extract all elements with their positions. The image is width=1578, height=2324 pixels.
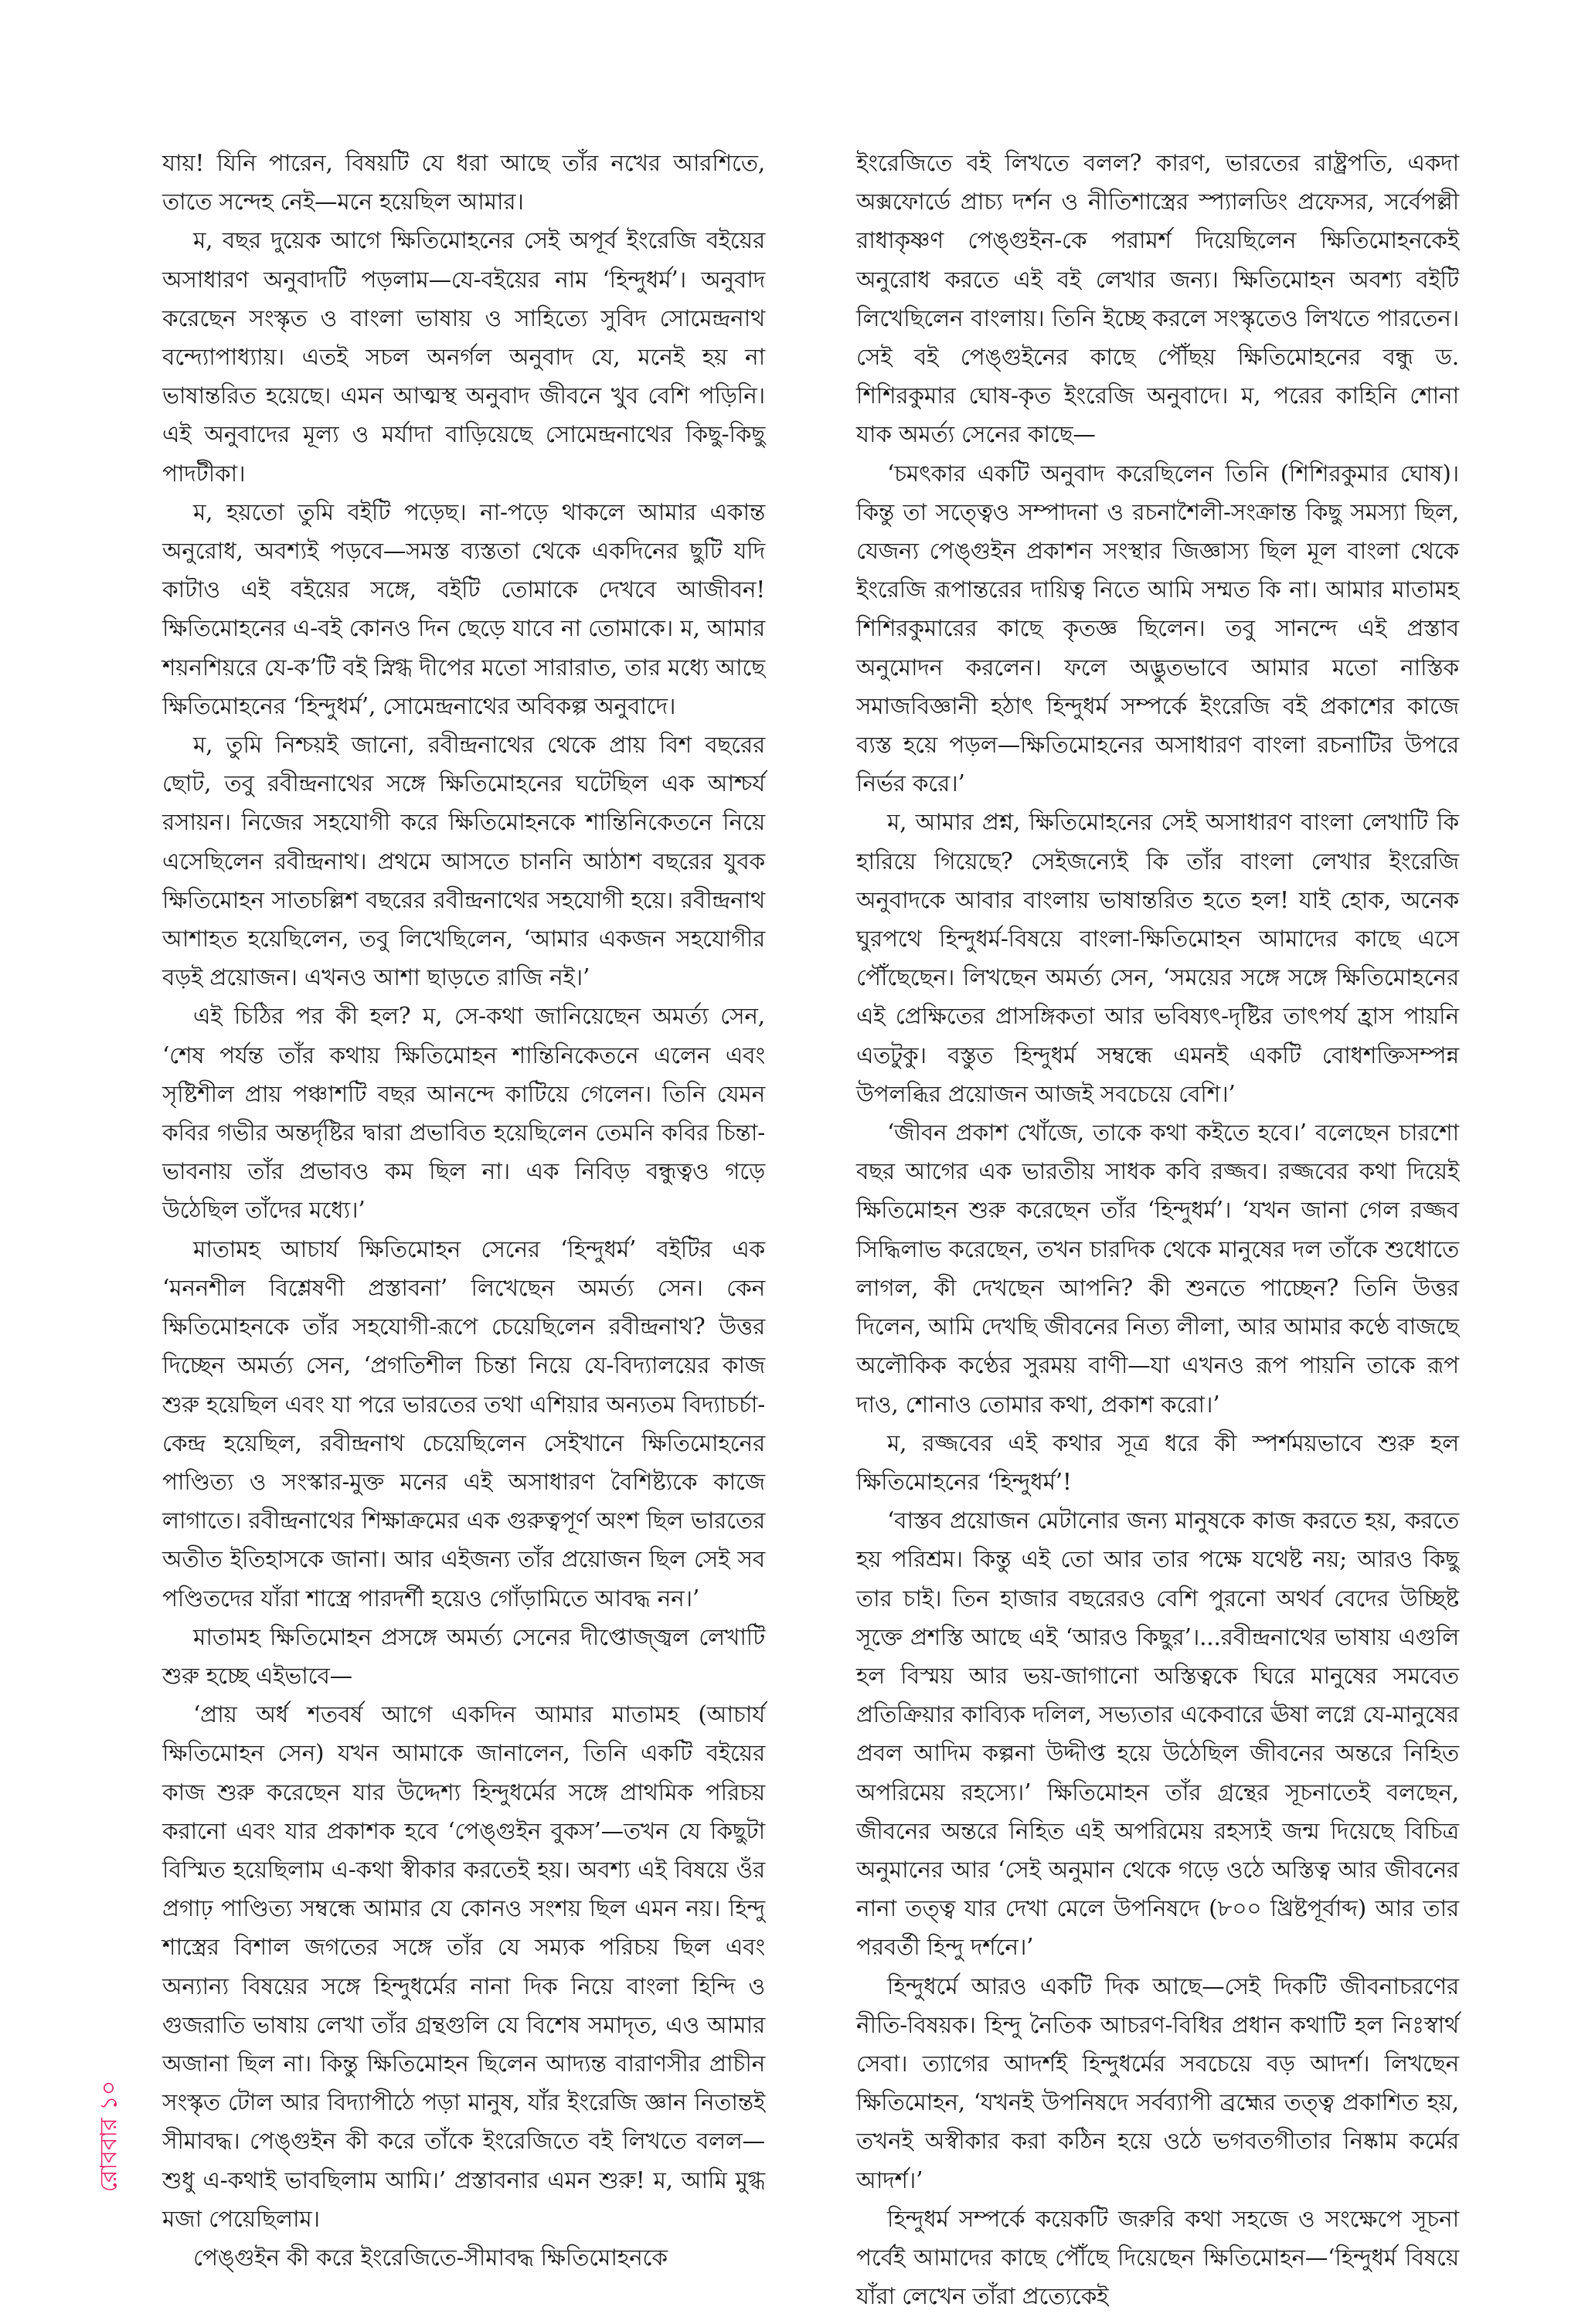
paragraph: পেঙ্গুইন কী করে ইংরেজিতে-সীমাবদ্ধ ক্ষিতিমোহনকে	[193, 2244, 668, 2271]
paragraph: মাতামহ ক্ষিতিমোহন প্রসঙ্গে অমর্ত্য সেনের দীপ্তোজ্জ্বল লেখাটি শুরু হচ্ছে এইভাবে—	[162, 1623, 765, 1689]
paragraph: ‘চমৎকার একটি অনুবাদ করেছিলেন তিনি (শিশিরকুমার ঘোষ)। কিন্তু তা সত্ত্বেও সম্পাদনা ও রচনাশৈলী-সংক্রান্ত কিছু সমস্যা ছিল, যেজন্য পেঙ্গুইন প্রকাশন সংস্থার জিজ্ঞাস্য ছিল মূল বাংলা থেকে ইংরেজি রূপান্তরের দায়িত্ব নিতে আমি সম্মত কি না। আমার মাতামহ শিশিরকুমারের কাছে কৃতজ্ঞ ছিলেন। তবু সানন্দে এই প্রস্তাব অনুমোদন করলেন। ফলে অদ্ভুতভাবে আমার মতো নাস্তিক সমাজবিজ্ঞানী হঠাৎ হিন্দুধর্ম সম্পর্কে ইংরেজি বই প্রকাশের কাজে ব্যস্ত হয়ে পড়ল—ক্ষিতিমোহনের অসাধারণ বাংলা রচনাটির উপরে নির্ভর করে।’	[856, 460, 1459, 797]
paragraph: ‘প্রায় অর্ধ শতবর্ষ আগে একদিন আমার মাতামহ (আচার্য ক্ষিতিমোহন সেন) যখন আমাকে জানালেন, তিনি একটি বইয়ের কাজ শুরু করেছেন যার উদ্দেশ্য হিন্দুধর্মের সঙ্গে প্রাথমিক পরিচয় করানো এবং যার প্রকাশক হবে ‘পেঙ্গুইন বুকস’—তখন যে কিছুটা বিস্মিত হয়েছিলাম এ-কথা স্বীকার করতেই হয়। অবশ্য এই বিষয়ে ওঁর প্রগাঢ় পাণ্ডিত্য সম্বন্ধে আমার যে কোনও সংশয় ছিল এমন নয়। হিন্দু শাস্ত্রের বিশাল জগতের সঙ্গে তাঁর যে সম্যক পরিচয় ছিল এবং অন্যান্য বিষয়ের সঙ্গে হিন্দুধর্মের নানা দিক নিয়ে বাংলা হিন্দি ও গুজরাতি ভাষায় লেখা তাঁর গ্রন্থগুলি যে বিশেষ সমাদৃত, এও আমার অজানা ছিল না। কিন্তু ক্ষিতিমোহন ছিলেন আদ্যন্ত বারাণসীর প্রাচীন সংস্কৃত টোল আর বিদ্যাপীঠে পড়া মানুষ, যাঁর ইংরেজি জ্ঞান নিতান্তই সীমাবদ্ধ। পেঙ্গুইন কী করে তাঁকে ইংরেজিতে বই লিখতে বলল—শুধু এ-কথাই ভাবছিলাম আমি।’ প্রস্তাবনার এমন শুরু! ম, আমি মুগ্ধ মজা পেয়েছিলাম।	[162, 1701, 765, 2232]
paragraph: মাতামহ আচার্য ক্ষিতিমোহন সেনের ‘হিন্দুধর্ম’ বইটির এক ‘মননশীল বিশ্লেষণী প্রস্তাবনা’ লিখেছেন অমর্ত্য সেন। কেন ক্ষিতিমোহনকে তাঁর সহযোগী-রূপে চেয়েছিলেন রবীন্দ্রনাথ? উত্তর দিচ্ছেন অমর্ত্য সেন, ‘প্রগতিশীল চিন্তা নিয়ে যে-বিদ্যালয়ের কাজ শুরু হয়েছিল এবং যা পরে ভারতের তথা এশিয়ার অন্যতম বিদ্যাচর্চা-কেন্দ্র হয়েছিল, রবীন্দ্রনাথ চেয়েছিলেন সেইখানে ক্ষিতিমোহনের পাণ্ডিত্য ও সংস্কার-মুক্ত মনের এই অসাধারণ বৈশিষ্ট্যকে কাজে লাগাতে। রবীন্দ্রনাথের শিক্ষাক্রমের এক গুরুত্বপূর্ণ অংশ ছিল ভারতের অতীত ইতিহাসকে জানা। আর এইজন্য তাঁর প্রয়োজন ছিল সেই সব পণ্ডিতদের যাঁরা শাস্ত্রে পারদর্শী হয়েও গোঁড়ামিতে আবদ্ধ নন।’	[162, 1235, 765, 1612]
paragraph: এই চিঠির পর কী হল? ম, সে-কথা জানিয়েছেন অমর্ত্য সেন, ‘শেষ পর্যন্ত তাঁর কথায় ক্ষিতিমোহন শান্তিনিকেতনে এলেন এবং সৃষ্টিশীল প্রায় পঞ্চাশটি বছর আনন্দে কাটিয়ে গেলেন। তিনি যেমন কবির গভীর অন্তর্দৃষ্টির দ্বারা প্রভাবিত হয়েছিলেন তেমনি কবির চিন্তা-ভাবনায় তাঁর প্রভাবও কম ছিল না। এক নিবিড় বন্ধুত্বও গড়ে উঠেছিল তাঁদের মধ্যে।’	[162, 1003, 765, 1224]
paragraph: ম, বছর দুয়েক আগে ক্ষিতিমোহনের সেই অপূর্ব ইংরেজি বইয়ের অসাধারণ অনুবাদটি পড়লাম—যে-বইয়ের নাম ‘হিন্দুধর্ম’। অনুবাদ করেছেন সংস্কৃত ও বাংলা ভাষায় ও সাহিত্যে সুবিদ সোমেন্দ্রনাথ বন্দ্যোপাধ্যায়। এতই সচল অনর্গল অনুবাদ যে, মনেই হয় না ভাষান্তরিত হয়েছে। এমন আত্মস্থ অনুবাদ জীবনে খুব বেশি পড়িনি। এই অনুবাদের মূল্য ও মর্যাদা বাড়িয়েছে সোমেন্দ্রনাথের কিছু-কিছু পাদটীকা।	[162, 227, 765, 487]
paragraph: ‘জীবন প্রকাশ খোঁজে, তাকে কথা কইতে হবে।’ বলেছেন চারশো বছর আগের এক ভারতীয় সাধক কবি রজ্জব। রজ্জবের কথা দিয়েই ক্ষিতিমোহন শুরু করেছেন তাঁর ‘হিন্দুধর্ম’। ‘যখন জানা গেল রজ্জব সিদ্ধিলাভ করেছেন, তখন চারদিক থেকে মানুষের দল তাঁকে শুধোতে লাগল, কী দেখছেন আপনি? কী শুনতে পাচ্ছেন? তিনি উত্তর দিলেন, আমি দেখছি জীবনের নিত্য লীলা, আর আমার কণ্ঠে বাজছে অলৌকিক কণ্ঠের সুরময় বাণী—যা এখনও রূপ পায়নি তাকে রূপ দাও, শোনাও তোমার কথা, প্রকাশ করো।’	[856, 1120, 1459, 1418]
paragraph: হিন্দুধর্মে আরও একটি দিক আছে—সেই দিকটি জীবনাচরণের নীতি-বিষয়ক। হিন্দু নৈতিক আচরণ-বিধির প্রধান কথাটি হল নিঃস্বার্থ সেবা। ত্যাগের আদর্শই হিন্দুধর্মের সবচেয়ে বড় আদর্শ। লিখছেন ক্ষিতিমোহন, ‘যখনই উপনিষদে সর্বব্যাপী ব্রহ্মের তত্ত্ব প্রকাশিত হয়, তখনই অস্বীকার করা কঠিন হয়ে ওঠে ভগবতগীতার নিষ্কাম কর্মের আদর্শ।’	[856, 1972, 1459, 2193]
paragraph: ইংরেজিতে বই লিখতে বলল? কারণ, ভারতের রাষ্ট্রপতি, একদা অক্সফোর্ডে প্রাচ্য দর্শন ও নীতিশাস্ত্রের স্প্যালডিং প্রফেসর, সর্বেপল্লী রাধাকৃষ্ণণ পেঙ্গুইন-কে পরামর্শ দিয়েছিলেন ক্ষিতিমোহনকেই অনুরোধ করতে এই বই লেখার জন্য। ক্ষিতিমোহন অবশ্য বইটি লিখেছিলেন বাংলায়। তিনি ইচ্ছে করলে সংস্কৃতেও লিখতে পারতেন। সেই বই পেঙ্গুইনের কাছে পৌঁছয় ক্ষিতিমোহনের বন্ধু ড. শিশিরকুমার ঘোষ-কৃত ইংরেজি অনুবাদে। ম, পরের কাহিনি শোনা যাক অমর্ত্য সেনের কাছে—	[856, 150, 1459, 448]
page-folio	[87, 2009, 133, 2264]
left-column	[162, 144, 765, 2277]
paragraph: ম, রজ্জবের এই কথার সূত্র ধরে কী স্পর্শময়ভাবে শুরু হল ক্ষিতিমোহনের ‘হিন্দুধর্ম’!	[856, 1429, 1459, 1495]
paragraph: ম, আমার প্রশ্ন, ক্ষিতিমোহনের সেই অসাধারণ বাংলা লেখাটি কি হারিয়ে গিয়েছে? সেইজন্যেই কি তাঁর বাংলা লেখার ইংরেজি অনুবাদকে আবার বাংলায় ভাষান্তরিত হতে হল! যাই হোক, অনেক ঘুরপথে হিন্দুধর্ম-বিষয়ে বাংলা-ক্ষিতিমোহন আমাদের কাছে এসে পৌঁছেছেন। লিখছেন অমর্ত্য সেন, ‘সময়ের সঙ্গে সঙ্গে ক্ষিতিমোহনের এই প্রেক্ষিতের প্রাসঙ্গিকতা আর ভবিষ্যৎ-দৃষ্টির তাৎপর্য হ্রাস পায়নি এতটুকু। বস্তুত হিন্দুধর্ম সম্বন্ধে এমনই একটি বোধশক্তিসম্পন্ন উপলব্ধির প্রয়োজন আজই সবচেয়ে বেশি।’	[856, 809, 1459, 1107]
paragraph: হিন্দুধর্ম সম্পর্কে কয়েকটি জরুরি কথা সহজে ও সংক্ষেপে সূচনা পর্বেই আমাদের কাছে পৌঁছে দিয়েছেন ক্ষিতিমোহন—‘হিন্দুধর্ম বিষয়ে যাঁরা লেখেন তাঁরা প্রত্যেকেই	[856, 2205, 1459, 2310]
paragraph: ম, তুমি নিশ্চয়ই জানো, রবীন্দ্রনাথের থেকে প্রায় বিশ বছরের ছোট, তবু রবীন্দ্রনাথের সঙ্গে ক্ষিতিমোহনের ঘটেছিল এক আশ্চর্য রসায়ন। নিজের সহযোগী করে ক্ষিতিমোহনকে শান্তিনিকেতনে নিয়ে এসেছিলেন রবীন্দ্রনাথ। প্রথমে আসতে চাননি আঠাশ বছরের যুবক ক্ষিতিমোহন সাতচল্লিশ বছরের রবীন্দ্রনাথের সহযোগী হয়ে। রবীন্দ্রনাথ আশাহত হয়েছিলেন, তবু লিখেছিলেন, ‘আমার একজন সহযোগীর বড়ই প্রয়োজন। এখনও আশা ছাড়তে রাজি নই।’	[162, 732, 765, 991]
folio-text: রোববার ১০	[95, 2080, 123, 2193]
right-column	[856, 144, 1459, 2316]
paragraph: যায়! যিনি পারেন, বিষয়টি যে ধরা আছে তাঁর নখের আরশিতে, তাতে সন্দেহ নেই—মনে হয়েছিল আমার।	[162, 150, 765, 216]
paragraph: ম, হয়তো তুমি বইটি পড়েছ। না-পড়ে থাকলে আমার একান্ত অনুরোধ, অবশ্যই পড়বে—সমস্ত ব্যস্ততা থেকে একদিনের ছুটি যদি কাটাও এই বইয়ের সঙ্গে, বইটি তোমাকে দেখবে আজীবন! ক্ষিতিমোহনের এ-বই কোনও দিন ছেড়ে যাবে না তোমাকে। ম, আমার শয়নশিয়রে যে-ক’টি বই স্নিগ্ধ দীপের মতো সারারাত, তার মধ্যে আছে ক্ষিতিমোহনের ‘হিন্দুধর্ম’, সোমেন্দ্রনাথের অবিকল্প অনুবাদে।	[162, 498, 765, 719]
paragraph: ‘বাস্তব প্রয়োজন মেটানোর জন্য মানুষকে কাজ করতে হয়, করতে হয় পরিশ্রম। কিন্তু এই তো আর তার পক্ষে যথেষ্ট নয়; আরও কিছু তার চাই। তিন হাজার বছরেরও বেশি পুরনো অথর্ব বেদের উচ্ছিষ্ট সূক্তে প্রশস্তি আছে এই ‘আরও কিছুর’।...রবীন্দ্রনাথের ভাষায় এগুলি হল বিস্ময় আর ভয়-জাগানো অস্তিত্বকে ঘিরে মানুষের সমবেত প্রতিক্রিয়ার কাব্যিক দলিল, সভ্যতার একেবারে ঊষা লগ্নে যে-মানুষের প্রবল আদিম কল্পনা উদ্দীপ্ত হয়ে উঠেছিল জীবনের অন্তরে নিহিত অপরিমেয় রহস্যে।’ ক্ষিতিমোহন তাঁর গ্রন্থের সূচনাতেই বলছেন, জীবনের অন্তরে নিহিত এই অপরিমেয় রহস্যই জন্ম দিয়েছে বিচিত্র অনুমানের আর ‘সেই অনুমান থেকে গড়ে ওঠে অস্তিত্ব আর জীবনের নানা তত্ত্ব যার দেখা মেলে উপনিষদে (৮০০ খ্রিষ্টপূর্বাব্দ) আর তার পরবর্তী হিন্দু দর্শনে।’	[856, 1507, 1459, 1961]
